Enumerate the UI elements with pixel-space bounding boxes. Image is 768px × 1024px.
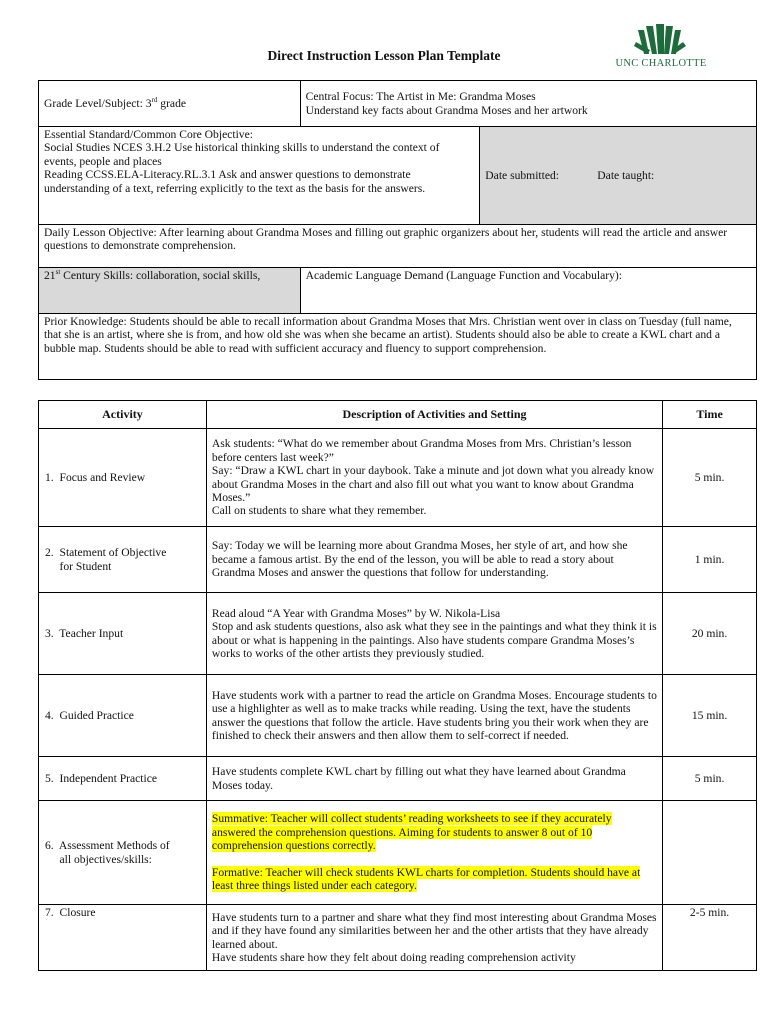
lesson-info-table	[38, 80, 757, 380]
table-row	[39, 429, 757, 527]
description-header: Description of Activities and Setting	[206, 401, 662, 429]
table-row	[39, 801, 757, 905]
activity-name: 3. Teacher Input	[39, 593, 207, 675]
activity-time: 2-5 min.	[663, 905, 757, 971]
activity-name: 2. Statement of Objective for Student	[39, 527, 207, 593]
activity-time: 5 min.	[663, 757, 757, 801]
activity-name: 1. Focus and Review	[39, 429, 207, 527]
central-focus-cell: Central Focus: The Artist in Me: Grandma Moses Understand key facts about Grandma Moses and her artwork	[300, 81, 756, 127]
activity-time: 5 min.	[663, 429, 757, 527]
assessment-description	[206, 801, 662, 905]
activity-time: 1 min.	[663, 527, 757, 593]
activity-time	[663, 801, 757, 905]
table-row	[39, 905, 757, 971]
daily-objective-cell: Daily Lesson Objective: After learning about Grandma Moses and filling out graphic organizers about her, students will read the article and answer questions to demonstrate comprehension.	[39, 225, 757, 268]
activity-description: Have students work with a partner to read the article on Grandma Moses. Encourage students to use a highlighter as well as to make tracks while reading. Using the text, have the students answer the questions that follow the article. Have students bring you their work when they are finished to check their answers and then allow them to self-correct if needed.	[206, 675, 662, 757]
activity-description: Have students turn to a partner and share what they find most interesting about Grandma Moses and if they have found any similarities between her and the other artists that they have already learned about. Have students share how they felt about doing reading comprehension activity	[206, 905, 662, 971]
summative-assessment: Summative: Teacher will collect students’ reading worksheets to see if they accurately answered the comprehension questions. Aiming for students to answer 8 out of 10 comprehension questions correctly.	[211, 812, 612, 853]
table-row	[39, 593, 757, 675]
table-row	[39, 757, 757, 801]
dates-cell	[480, 127, 757, 225]
standard-objective-cell: Essential Standard/Common Core Objective: Social Studies NCES 3.H.2 Use historical thinking skills to understand the context of events, people and places Reading CCSS.ELA-Literacy.RL.3.1 Ask and answer questions to demonstrate understanding of a text, referring explicitly to the text as the basis for the answers.	[39, 127, 480, 225]
activity-header: Activity	[39, 401, 207, 429]
crown-logo-icon	[608, 22, 714, 58]
activity-name: 4. Guided Practice	[39, 675, 207, 757]
activity-time: 15 min.	[663, 675, 757, 757]
activity-name: 7. Closure	[39, 905, 207, 971]
logo-text: UNC CHARLOTTE	[615, 58, 707, 69]
academic-language-cell: Academic Language Demand (Language Function and Vocabulary):	[300, 268, 756, 314]
grade-level-cell: Grade Level/Subject: 3rd grade	[39, 81, 301, 127]
activity-description: Ask students: “What do we remember about Grandma Moses from Mrs. Christian’s lesson before centers last week?” Say: “Draw a KWL chart in your daybook. Take a minute and jot down what you already know about Grandma Moses in the chart and also fill out what you want to know about Grandma Moses.” Call on students to share what they remember.	[206, 429, 662, 527]
activity-name: 6. Assessment Methods of all objectives/skills:	[39, 801, 207, 905]
activity-time: 20 min.	[663, 593, 757, 675]
activity-description: Have students complete KWL chart by filling out what they have learned about Grandma Moses today.	[206, 757, 662, 801]
formative-assessment: Formative: Teacher will check students KWL charts for completion. Students should have at least three things listed under each category.	[211, 865, 641, 893]
activity-description: Say: Today we will be learning more about Grandma Moses, her style of art, and how she became a famous artist. By the end of the lesson, you will be able to read a story about Grandma Moses and answer the questions that follow for understanding.	[206, 527, 662, 593]
unc-charlotte-logo	[608, 22, 714, 72]
prior-knowledge-cell: Prior Knowledge: Students should be able to recall information about Grandma Moses that Mrs. Christian went over in class on Tuesday (full name, that she is an artist, where she is from, and how old she was when she became an artist). Students should also be able to create a KWL chart and a bubble map. Students should be able to read with sufficient accuracy and fluency to support comprehension.	[39, 314, 757, 380]
date-taught-label: Date taught:	[597, 168, 655, 182]
activity-description: Read aloud “A Year with Grandma Moses” by W. Nikola-Lisa Stop and ask students questions, also ask what they see in the paintings and what they think it is about or what is happening in the paintings. Also have students compare Grandma Moses’s works to works of the other artists they previously studied.	[206, 593, 662, 675]
activities-table	[38, 400, 757, 971]
document-title: Direct Instruction Lesson Plan Template	[267, 48, 501, 63]
activity-name: 5. Independent Practice	[39, 757, 207, 801]
table-row	[39, 675, 757, 757]
table-row	[39, 527, 757, 593]
date-submitted-label: Date submitted:	[485, 168, 560, 182]
time-header: Time	[663, 401, 757, 429]
century-skills-cell: 21st Century Skills: collaboration, social skills,	[39, 268, 301, 314]
